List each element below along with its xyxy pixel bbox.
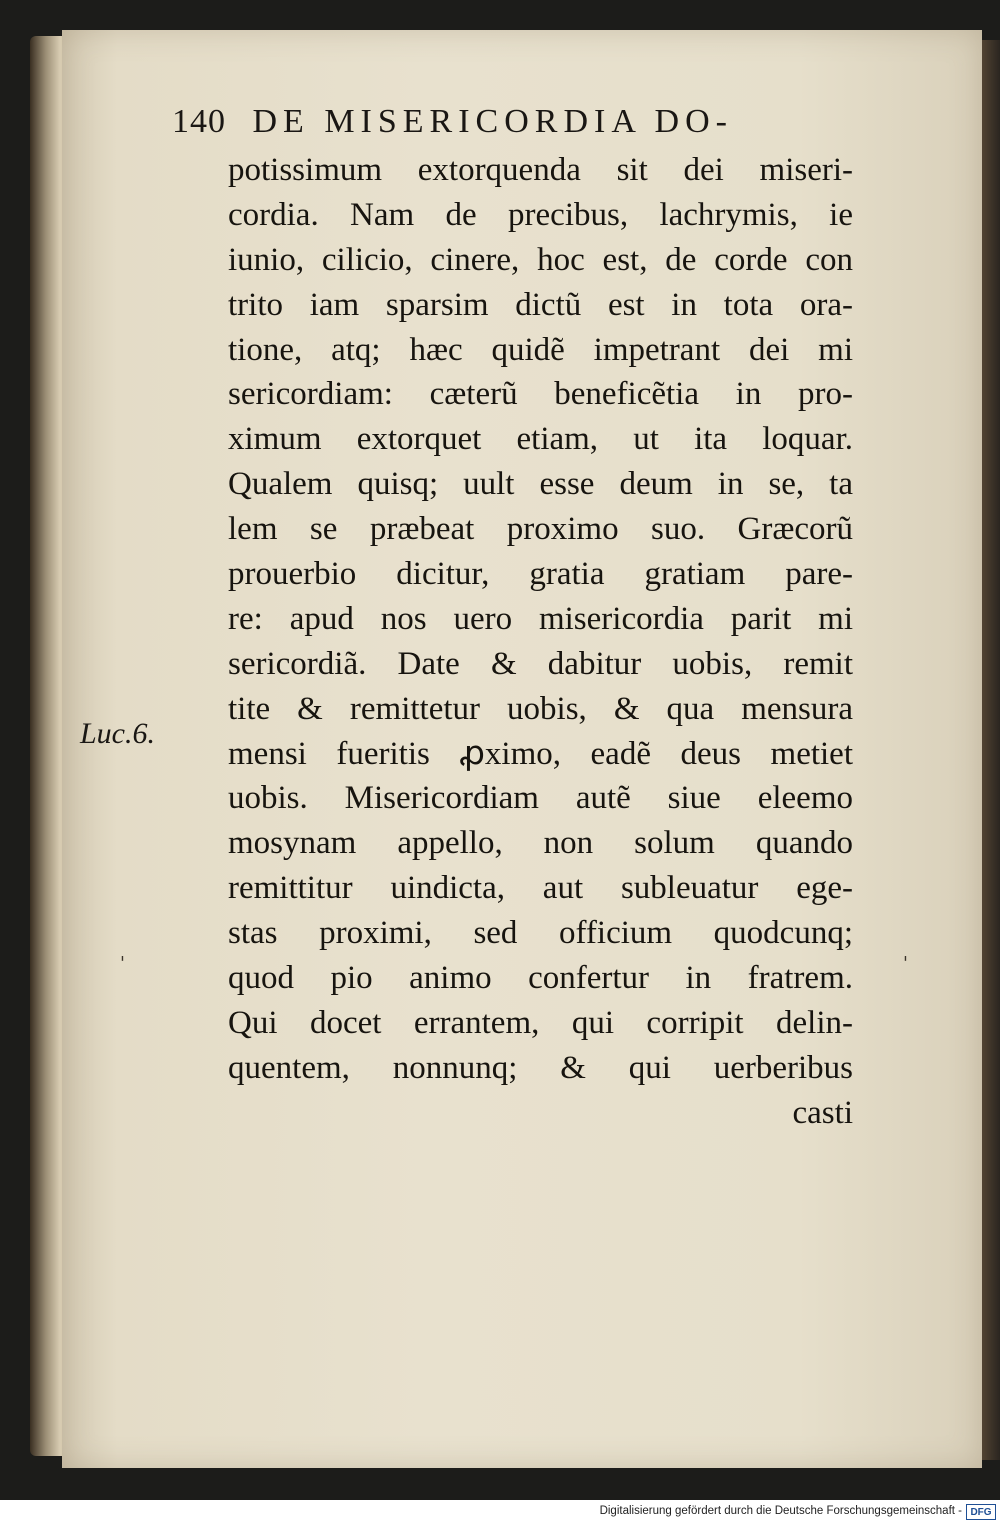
text-line: uobis. Misericordiam autẽ siue eleemo [228, 780, 853, 817]
text-line: lem se præbeat proximo suo. Græcorũ [228, 511, 853, 548]
text-line: tite & remittetur uobis, & qua mensura [228, 690, 853, 727]
page-number: 140 [172, 103, 226, 140]
text-line: trito iam sparsim dictũ est in tota ora- [228, 286, 853, 323]
text-line: tione, atq; hæc quidẽ impetrant dei mi [228, 331, 853, 368]
text-line: stas proximi, sed officium quodcunq; [228, 915, 853, 952]
running-head [172, 103, 872, 141]
text-line: remittitur uindicta, aut subleuatur ege- [228, 870, 853, 907]
text-line: sericordiam: cæterũ beneficẽtia in pro- [228, 376, 853, 413]
text-line: sericordiã. Date & dabitur uobis, remit [228, 645, 853, 682]
text-line: Qualem quisq; uult esse deum in se, ta [228, 466, 853, 503]
text-line: prouerbio dicitur, gratia gratiam pare- [228, 556, 853, 593]
text-line: Qui docet errantem, qui corripit delin- [228, 1004, 853, 1041]
text-line: mensi fueritis ꝓximo, eadẽ deus metiet [228, 735, 853, 772]
funding-credit: Digitalisierung gefördert durch die Deutsche Forschungsgemeinschaft - [599, 1505, 962, 1517]
text-line: potissimum extorquenda sit dei miseri- [228, 152, 853, 188]
stray-mark: ' [903, 953, 908, 974]
running-title: DE MISERICORDIA DO- [252, 103, 733, 140]
footer-bar [0, 1500, 1000, 1525]
catchword: casti [792, 1094, 853, 1131]
text-line: quod pio animo confertur in fratrem. [228, 960, 853, 997]
text-line: ximum extorquet etiam, ut ita loquar. [228, 421, 853, 458]
body-text [228, 148, 853, 1136]
dfg-logo-icon: DFG [966, 1504, 996, 1520]
stray-mark: ' [120, 953, 125, 974]
marginal-note: Luc.6. [80, 717, 155, 750]
text-line: quentem, nonnunq; & qui uerberibus [228, 1049, 853, 1086]
text-line: cordia. Nam de precibus, lachrymis, ie [228, 196, 853, 233]
text-line: iunio, cilicio, cinere, hoc est, de corde con [228, 241, 853, 278]
text-line: re: apud nos uero misericordia parit mi [228, 600, 853, 637]
text-line: mosynam appello, non solum quando [228, 825, 853, 862]
